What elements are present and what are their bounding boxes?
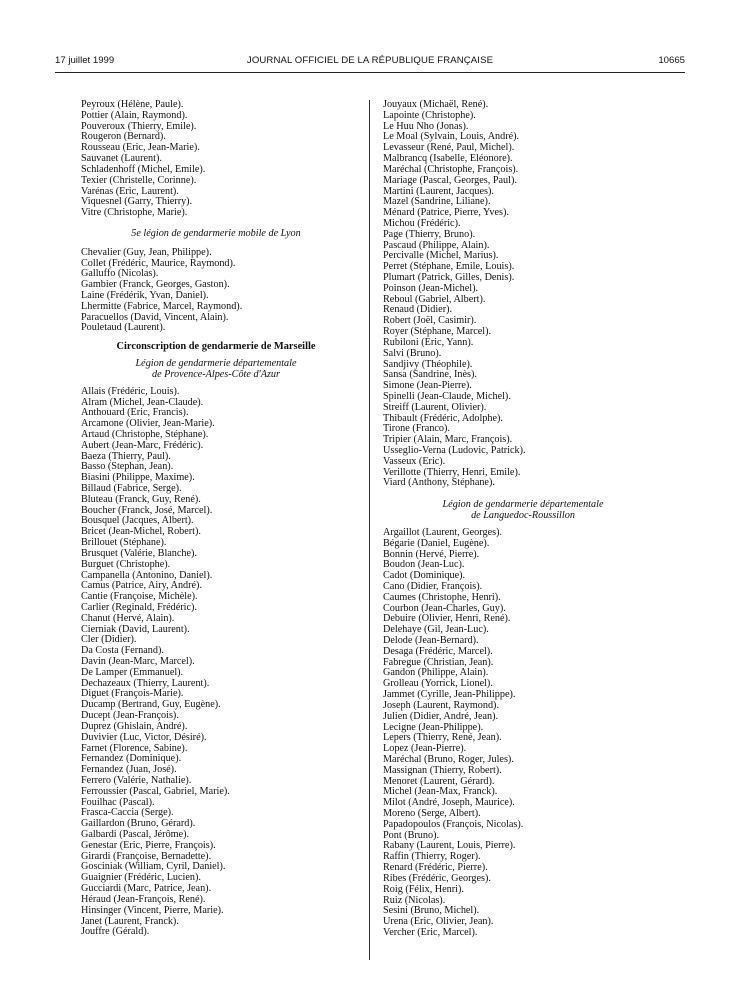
list-item: Robert (Joël, Casimir). bbox=[383, 315, 477, 327]
list-item: Fabregue (Christian, Jean). bbox=[383, 656, 494, 668]
list-item: Page (Thierry, Bruno). bbox=[383, 228, 476, 240]
list-item: Martini (Laurent, Jacques). bbox=[383, 185, 494, 197]
list-item: Ducept (Jean-François). bbox=[81, 710, 179, 722]
list-item: Pouletaud (Laurent). bbox=[81, 322, 166, 334]
list-item: Sauvanet (Laurent). bbox=[81, 153, 162, 165]
list-item: Milot (André, Joseph, Maurice). bbox=[383, 797, 515, 809]
header-date: 17 juillet 1999 bbox=[55, 55, 115, 66]
heading-marseille: Circonscription de gendarmerie de Marseille bbox=[116, 341, 316, 353]
list-item: Cantie (Françoise, Michèle). bbox=[81, 591, 198, 603]
list-item: Thibault (Frédéric, Adolphe). bbox=[383, 412, 503, 424]
list-item: Chevalier (Guy, Jean, Philippe). bbox=[81, 246, 212, 258]
list-item: Artaud (Christophe, Stéphane). bbox=[81, 428, 209, 440]
list-item: Lopez (Jean-Pierre). bbox=[383, 743, 467, 755]
list-item: Billaud (Fabrice, Serge). bbox=[81, 483, 182, 494]
column-divider bbox=[369, 100, 370, 960]
heading-paca-line2: de Provence-Alpes-Côte d'Azur bbox=[152, 368, 280, 380]
list-item: Papadopoulos (François, Nicolas). bbox=[383, 818, 524, 830]
list-item: Camus (Patrice, Airy, André). bbox=[81, 580, 202, 592]
list-item: Janet (Laurent, Franck). bbox=[81, 915, 179, 927]
list-item: Joseph (Laurent, Raymond). bbox=[383, 699, 499, 711]
list-item: Pascaud (Philippe, Alain). bbox=[383, 239, 490, 251]
list-item: Bricet (Jean-Michel, Robert). bbox=[81, 526, 201, 538]
list-item: Raffin (Thierry, Roger). bbox=[383, 851, 481, 863]
list-item: Héraud (Jean-François, René). bbox=[81, 893, 206, 905]
list-item: Tripier (Alain, Marc, François). bbox=[383, 434, 513, 446]
list-item: Burguet (Christophe). bbox=[81, 558, 171, 570]
list-item: Vitre (Christophe, Marie). bbox=[81, 207, 188, 219]
list-item: Chanut (Hervé, Alain). bbox=[81, 612, 175, 624]
list-item: Cano (Didier, François). bbox=[383, 580, 483, 592]
list-item: Girardi (Françoise, Bernadette). bbox=[81, 850, 212, 862]
list-item: Pont (Bruno). bbox=[383, 829, 440, 841]
name-list bbox=[383, 100, 663, 489]
list-item: Rousseau (Eric, Jean-Marie). bbox=[81, 142, 200, 154]
list-item: Ménard (Patrice, Pierre, Yves). bbox=[383, 207, 509, 219]
list-item: Brillouet (Stéphane). bbox=[81, 537, 167, 549]
list-item: Cierniak (David, Laurent). bbox=[81, 623, 190, 635]
list-item: Hinsinger (Vincent, Pierre, Marie). bbox=[81, 904, 224, 916]
list-item: Maréchal (Bruno, Roger, Jules). bbox=[383, 753, 514, 765]
list-item: Bousquel (Jacques, Albert). bbox=[81, 515, 194, 527]
list-item: Farnet (Florence, Sabine). bbox=[81, 742, 188, 754]
list-item: Peyroux (Hélène, Paule). bbox=[81, 99, 184, 110]
list-item: Fouilhac (Pascal). bbox=[81, 796, 155, 808]
list-item: Genestar (Eric, Pierre, François). bbox=[81, 839, 216, 851]
list-item: Varénas (Eric, Laurent). bbox=[81, 185, 179, 197]
list-item: Gambier (Franck, Georges, Gaston). bbox=[81, 279, 230, 291]
list-item: Michel (Jean-Max, Franck). bbox=[383, 786, 498, 798]
list-item: Ferrero (Valérie, Nathalie). bbox=[81, 774, 192, 786]
list-item: Boudon (Jean-Luc). bbox=[383, 559, 465, 571]
list-item: Desaga (Frédéric, Marcel). bbox=[383, 645, 493, 657]
list-item: Delehaye (Gil, Jean-Luc). bbox=[383, 624, 489, 636]
list-item: Rabany (Laurent, Louis, Pierre). bbox=[383, 840, 516, 852]
list-item: Menoret (Laurent, Gérard). bbox=[383, 775, 495, 787]
header-title: JOURNAL OFFICIEL DE LA RÉPUBLIQUE FRANÇAISE bbox=[246, 55, 494, 66]
list-item: Courbon (Jean-Charles, Guy). bbox=[383, 602, 506, 614]
list-item: Plumart (Patrick, Gilles, Denis). bbox=[383, 272, 515, 283]
list-item: Urena (Eric, Olivier, Jean). bbox=[383, 916, 494, 928]
list-item: Julien (Didier, André, Jean). bbox=[383, 710, 499, 722]
list-item: Pottier (Alain, Raymond). bbox=[81, 109, 188, 121]
list-item: Alram (Michel, Jean-Claude). bbox=[81, 396, 204, 408]
list-item: Bluteau (Franck, Guy, René). bbox=[81, 493, 201, 505]
page-header bbox=[55, 55, 685, 69]
list-item: Lepers (Thierry, René, Jean). bbox=[383, 732, 502, 744]
list-item: Renard (Frédéric, Pierre). bbox=[383, 862, 488, 874]
list-item: Frasca-Caccia (Serge). bbox=[81, 807, 174, 819]
list-item: Gucciardi (Marc, Patrice, Jean). bbox=[81, 883, 212, 895]
list-item: Grolleau (Yorrick, Lionel). bbox=[383, 678, 493, 690]
list-item: Maréchal (Christophe, François). bbox=[383, 163, 519, 175]
list-item: Galluffo (Nicolas). bbox=[81, 268, 159, 280]
list-item: Sansa (Sandrine, Inès). bbox=[383, 369, 477, 381]
list-item: Paracuellos (David, Vincent, Alain). bbox=[81, 311, 229, 323]
list-item: Cadot (Dominique). bbox=[383, 570, 466, 582]
left-column bbox=[81, 100, 351, 938]
list-item: Ribes (Frédéric, Georges). bbox=[383, 872, 491, 884]
list-item: Massignan (Thierry, Robert). bbox=[383, 764, 502, 776]
list-item: Boucher (Franck, José, Marcel). bbox=[81, 504, 213, 516]
list-item: Caumes (Christophe, Henri). bbox=[383, 591, 501, 603]
header-rule bbox=[55, 72, 685, 73]
list-item: Streiff (Laurent, Olivier). bbox=[383, 401, 487, 413]
list-item: Campanella (Antonino, Daniel). bbox=[81, 569, 213, 581]
name-list bbox=[81, 387, 351, 938]
list-item: Le Moal (Sylvain, Louis, André). bbox=[383, 131, 520, 143]
list-item: Tirone (Franco). bbox=[383, 423, 450, 435]
list-item: Poinson (Jean-Michel). bbox=[383, 282, 479, 294]
list-item: Lecigne (Jean-Philippe). bbox=[383, 721, 484, 733]
list-item: Fernandez (Dominique). bbox=[81, 753, 182, 765]
list-item: De Lamper (Emmanuel). bbox=[81, 666, 184, 678]
list-item: Brusquet (Valérie, Blanche). bbox=[81, 547, 197, 559]
list-item: Reboul (Gabriel, Albert). bbox=[383, 293, 486, 305]
list-item: Schladenhoff (Michel, Emile). bbox=[81, 163, 206, 175]
list-item: Anthouard (Eric, Francis). bbox=[81, 407, 189, 419]
list-item: Salvi (Bruno). bbox=[383, 347, 442, 359]
list-item: Royer (Stéphane, Marcel). bbox=[383, 326, 492, 338]
list-item: Ducamp (Bertrand, Guy, Eugène). bbox=[81, 699, 221, 711]
list-item: Renaud (Didier). bbox=[383, 304, 453, 316]
list-item: Duvivier (Luc, Victor, Désiré). bbox=[81, 731, 207, 743]
list-item: Delode (Jean-Bernard). bbox=[383, 635, 479, 646]
list-item: Spinelli (Jean-Claude, Michel). bbox=[383, 390, 511, 402]
list-item: Jouffre (Gérald). bbox=[81, 926, 150, 938]
list-item: Simone (Jean-Pierre). bbox=[383, 380, 472, 392]
list-item: Bégarie (Daniel, Eugène). bbox=[383, 537, 490, 549]
list-item: Sesini (Bruno, Michel). bbox=[383, 905, 480, 917]
list-item: Galbardi (Pascal, Jérôme). bbox=[81, 829, 190, 840]
heading-paca-line1: Légion de gendarmerie départementale bbox=[135, 358, 297, 370]
list-item: Allais (Frédéric, Louis). bbox=[81, 385, 180, 397]
list-item: Basso (Stephan, Jean). bbox=[81, 461, 174, 473]
list-item: Aubert (Jean-Marc, Frédéric). bbox=[81, 439, 204, 451]
right-column bbox=[383, 100, 663, 939]
list-item: Levasseur (René, Paul, Michel). bbox=[383, 142, 515, 154]
list-item: Gosciniak (William, Cyril, Daniel). bbox=[81, 861, 226, 873]
list-item: Mazel (Sandrine, Liliane). bbox=[383, 196, 491, 208]
list-item: Usseglio-Verna (Ludovic, Patrick). bbox=[383, 445, 526, 456]
list-item: Fernandez (Juan, José). bbox=[81, 764, 177, 776]
list-item: Argaillot (Laurent, Georges). bbox=[383, 526, 503, 538]
list-item: Cler (Didier). bbox=[81, 634, 137, 646]
list-item: Gandon (Philippe, Alain). bbox=[383, 667, 489, 679]
list-item: Sandjivy (Théophile). bbox=[383, 358, 473, 370]
heading-lr-line2: de Languedoc-Roussillon bbox=[471, 510, 575, 522]
list-item: Debuire (Olivier, Henri, René). bbox=[383, 613, 511, 625]
list-item: Diguet (François-Marie). bbox=[81, 688, 184, 700]
list-item: Biasini (Philippe, Maxime). bbox=[81, 472, 195, 484]
list-item: Jouyaux (Michaël, René). bbox=[383, 99, 489, 110]
list-item: Guaignier (Frédéric, Lucien). bbox=[81, 872, 201, 884]
header-page-number: 10665 bbox=[658, 55, 685, 66]
list-item: Ferroussier (Pascal, Gabriel, Marie). bbox=[81, 785, 230, 797]
list-item: Bonnin (Hervé, Pierre). bbox=[383, 548, 480, 560]
list-item: Da Costa (Fernand). bbox=[81, 645, 164, 657]
heading-lr-line1: Légion de gendarmerie départementale bbox=[442, 499, 604, 511]
list-item: Vercher (Eric, Marcel). bbox=[383, 926, 478, 938]
list-item: Lapointe (Christophe). bbox=[383, 109, 476, 121]
list-item: Malbrancq (Isabelle, Eléonore). bbox=[383, 153, 513, 165]
list-item: Carlier (Reginald, Frédéric). bbox=[81, 601, 197, 613]
list-item: Le Huu Nho (Jonas). bbox=[383, 120, 469, 132]
list-item: Vasseux (Eric). bbox=[383, 455, 446, 467]
list-item: Arcamone (Olivier, Jean-Marie). bbox=[81, 418, 215, 430]
list-item: Viard (Anthony, Stéphane). bbox=[383, 477, 495, 489]
list-item: Mariage (Pascal, Georges, Paul). bbox=[383, 174, 517, 186]
list-item: Viquesnel (Garry, Thierry). bbox=[81, 196, 193, 208]
list-item: Gaillardon (Bruno, Gérard). bbox=[81, 818, 196, 830]
list-item: Baeza (Thierry, Paul). bbox=[81, 450, 171, 462]
list-item: Michou (Frédéric). bbox=[383, 217, 461, 229]
list-item: Dechazeaux (Thierry, Laurent). bbox=[81, 677, 210, 689]
name-list bbox=[81, 248, 351, 335]
list-item: Roig (Félix, Henri). bbox=[383, 883, 464, 895]
list-item: Collet (Frédéric, Maurice, Raymond). bbox=[81, 257, 236, 269]
list-item: Rougeron (Bernard). bbox=[81, 131, 166, 143]
list-item: Ruiz (Nicolas). bbox=[383, 894, 446, 906]
list-item: Perret (Stéphane, Emile, Louis). bbox=[383, 261, 515, 273]
list-item: Pouveroux (Thierry, Emile). bbox=[81, 120, 197, 132]
list-item: Lhermitte (Fabrice, Marcel, Raymond). bbox=[81, 300, 243, 312]
list-item: Percivalle (Michel, Marius). bbox=[383, 250, 499, 262]
list-item: Davin (Jean-Marc, Marcel). bbox=[81, 656, 195, 667]
list-item: Verillotte (Thierry, Henri, Emile). bbox=[383, 466, 521, 478]
name-list bbox=[383, 528, 663, 939]
list-item: Jammet (Cyrille, Jean-Philippe). bbox=[383, 689, 516, 701]
list-item: Duprez (Ghislain, André). bbox=[81, 720, 188, 732]
list-item: Rubiloni (Eric, Yann). bbox=[383, 336, 474, 348]
list-item: Moreno (Serge, Albert). bbox=[383, 808, 481, 819]
name-list bbox=[81, 100, 351, 219]
heading-lyon: 5e légion de gendarmerie mobile de Lyon bbox=[131, 227, 301, 239]
list-item: Laine (Frédérik, Yvan, Daniel). bbox=[81, 290, 209, 301]
list-item: Texier (Christelle, Corinne). bbox=[81, 174, 197, 186]
